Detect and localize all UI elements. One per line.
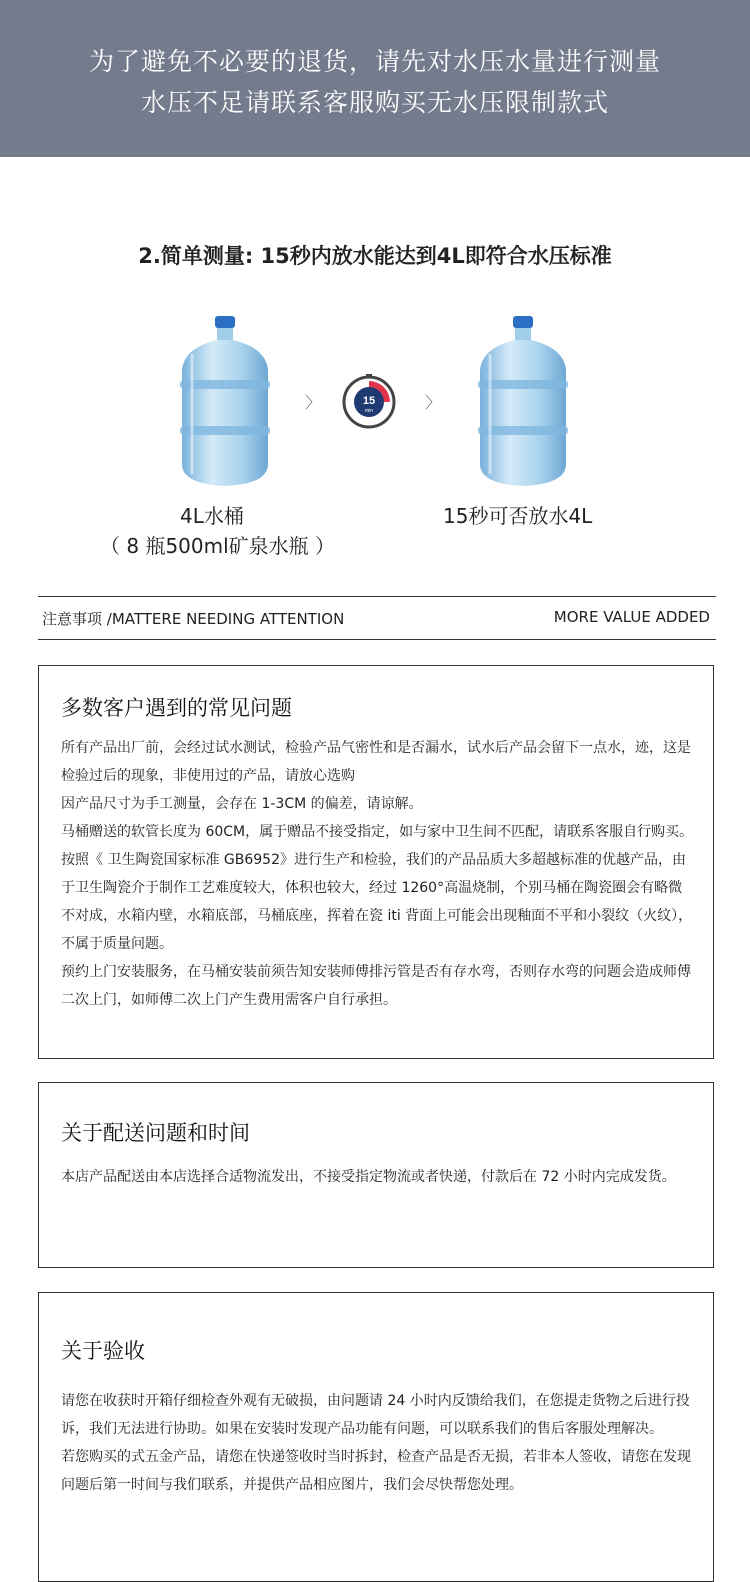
section-title: 关于验收: [61, 1339, 145, 1363]
paragraph: 因产品尺寸为手工测量，会存在 1-3CM 的偏差，请谅解。: [61, 796, 423, 812]
section-body: [61, 1387, 695, 1499]
attention-bar: [38, 596, 716, 640]
top-banner: [0, 0, 750, 157]
stopwatch-icon: [341, 374, 397, 430]
paragraph: 若您购买的式五金产品，请您在快递签收时当时拆封，检查产品是否无损，若非本人签收，请您在发现问题后第一时间与我们联系，并提供产品相应图片，我们会尽快帮您处理。: [61, 1449, 691, 1493]
water-bottle-right-image: [470, 314, 576, 490]
section-title: 关于配送问题和时间: [61, 1121, 250, 1145]
banner-line-2: 水压不足请联系客服购买无水压限制款式: [140, 88, 609, 117]
chevron-right-icon: 〉: [305, 393, 322, 412]
attention-subtitle: MORE VALUE ADDED: [553, 608, 710, 626]
paragraph: 所有产品出厂前，会经过试水测试，检验产品气密性和是否漏水，试水后产品会留下一点水，迹，这是检验过后的现象，非使用过的产品，请放心选购: [61, 740, 691, 784]
attention-title: 注意事项 /MATTERE NEEDING ATTENTION: [42, 610, 345, 628]
delivery-section: [38, 1082, 714, 1268]
timer-unit: min: [364, 408, 374, 414]
water-bottle-left-image: [172, 314, 278, 490]
section-body: [61, 1163, 695, 1191]
paragraph: 马桶赠送的软管长度为 60CM，属于赠品不接受指定，如与家中卫生间不匹配，请联系客服自行购买。: [61, 824, 694, 840]
section-title: 多数客户遇到的常见问题: [61, 696, 292, 720]
measure-title: 2.简单测量: 15秒内放水能达到4L即符合水压标准: [138, 244, 612, 268]
section-body: [61, 734, 695, 1014]
paragraph: 按照《 卫生陶瓷国家标准 GB6952》进行生产和检验，我们的产品品质大多超越标准的优越产品，由于卫生陶瓷介于制作工艺难度较大，体积也较大，经过 1260°高温烧制，个别马桶在陶瓷圈会有略微不对成，水箱内壁，水箱底部，马桶底座，挥着在瓷 iti 背面上可能会出现釉面不平和小裂纹（火纹），不属于质量问题。: [61, 852, 693, 952]
left-caption-line-2: （ 8 瓶500ml矿泉水瓶 ）: [100, 534, 336, 558]
acceptance-section: [38, 1292, 714, 1582]
chevron-right-icon: 〉: [425, 393, 442, 412]
paragraph: 请您在收获时开箱仔细检查外观有无破损，由问题请 24 小时内反馈给我们，在您提走货物之后进行投诉，我们无法进行协助。如果在安装时发现产品功能有问题，可以联系我们的售后客服处理解决。: [61, 1393, 690, 1437]
right-caption: 15秒可否放水4L: [443, 504, 593, 528]
left-caption-line-1: 4L水桶: [180, 504, 244, 528]
paragraph: 本店产品配送由本店选择合适物流发出，不接受指定物流或者快递，付款后在 72 小时内完成发货。: [61, 1169, 676, 1185]
timer-number: 15: [362, 395, 376, 407]
paragraph: 预约上门安装服务，在马桶安装前须告知安装师傅排污管是否有存水弯，否则存水弯的问题会造成师傅二次上门，如师傅二次上门产生费用需客户自行承担。: [61, 964, 691, 1008]
faq-section: [38, 665, 714, 1059]
banner-line-1: 为了避免不必要的退货，请先对水压水量进行测量: [88, 47, 661, 76]
